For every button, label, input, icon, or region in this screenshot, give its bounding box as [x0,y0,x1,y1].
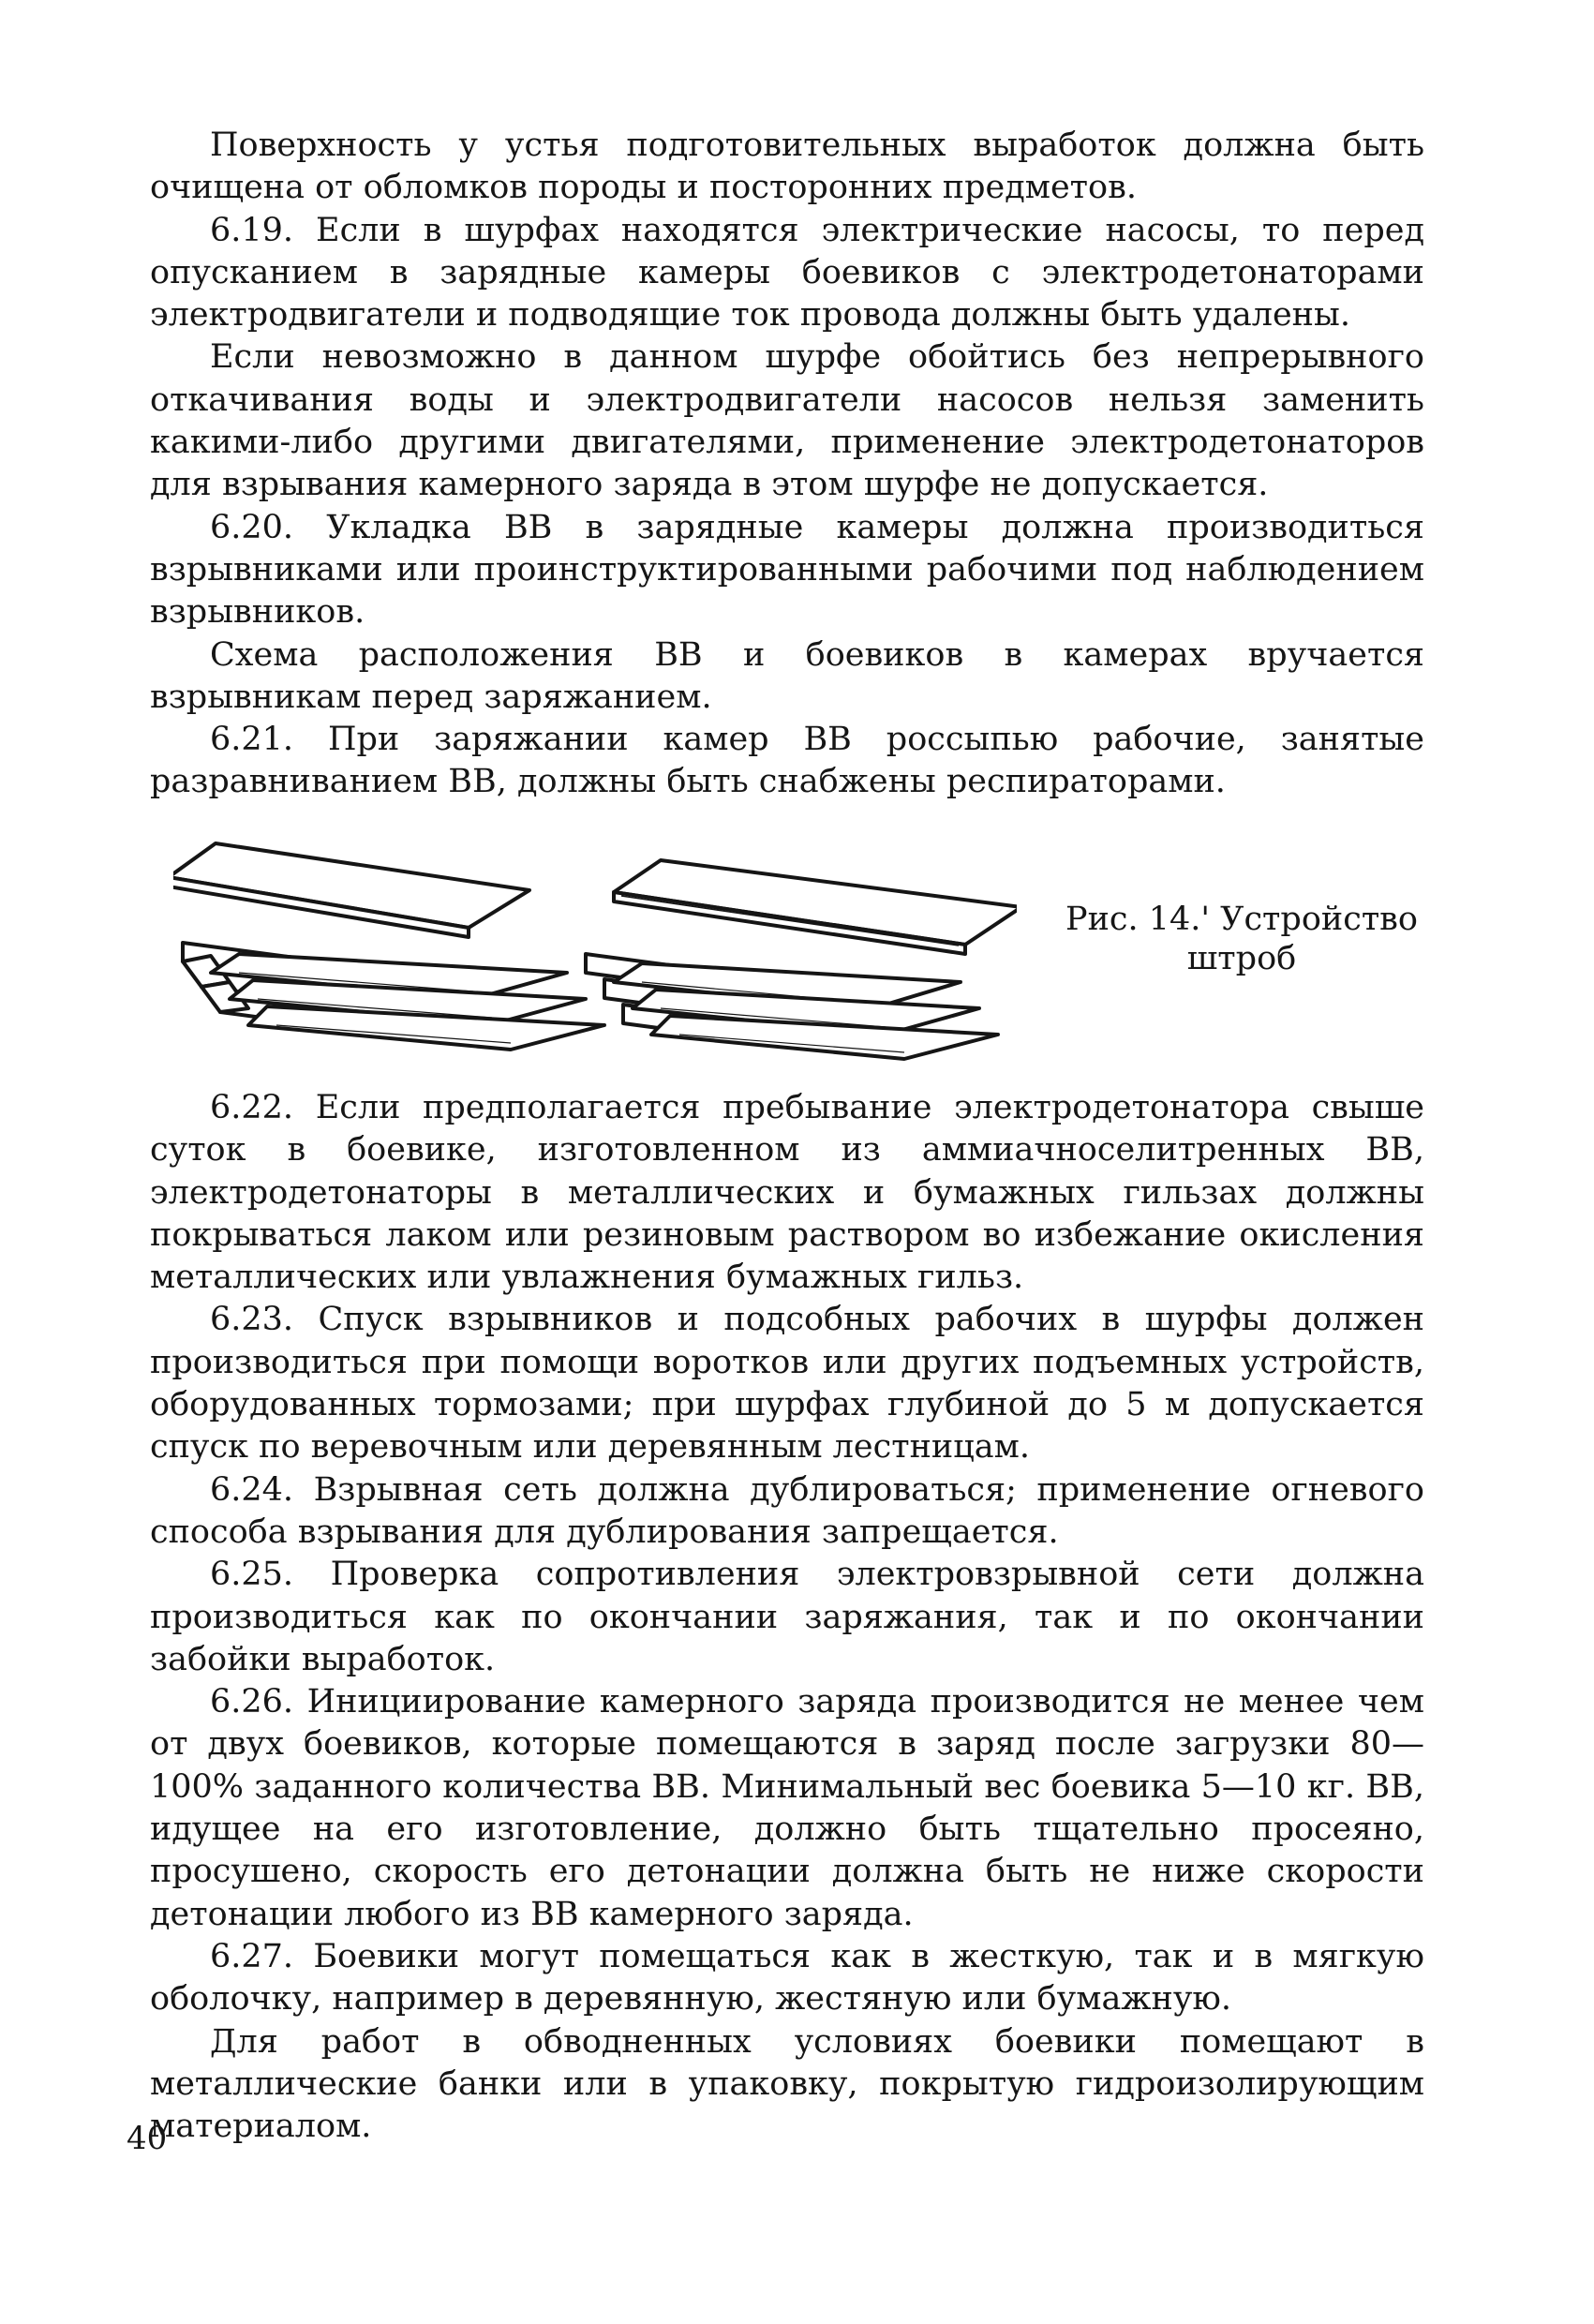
paragraph-6-20: 6.20. Укладка ВВ в зарядные камеры должна производиться взрывниками или проинструктированными рабочими под наблюдением взрывников. [150,508,1424,632]
figure-caption [1059,900,1424,978]
paragraph-6-19: 6.19. Если в шурфах находятся электрические насосы, то перед опусканием в зарядные камеры боевиков с электродетонаторами электродвигатели и подводящие ток провода должны быть удалены. [150,211,1424,335]
paragraph: Для работ в обводненных условиях боевики помещают в металлические банки или в упаковку, покрытую гидроизолирующим материалом. [150,2022,1424,2146]
paragraph-6-26: 6.26. Инициирование камерного заряда производится не менее чем от двух боевиков, которые помещаются в заряд после загрузки 80—100% заданного количества ВВ. Минимальный вес боевика 5—10 кг. ВВ, идущее на его изготовление, должно быть тщательно просеяно, просушено, скорость его детонации должна быть не ниже скорости детонации любого из ВВ камерного заряда. [150,1683,1424,1933]
paragraph-6-24: 6.24. Взрывная сеть должна дублироваться; применение огневого способа взрывания для дублирования запрещается. [150,1470,1424,1551]
paragraph-6-25: 6.25. Проверка сопротивления электровзрывной сети должна производиться как по окончании заряжания, так и по окончании забойки выработок. [150,1556,1424,1678]
caption-line-2: штроб [1186,940,1297,977]
paragraph: Схема расположения ВВ и боевиков в камерах вручается взрывникам перед заряжанием. [150,635,1424,716]
caption-line-1: Рис. 14.' Устройство [1065,901,1418,938]
figure-14-illustration [173,832,1017,1066]
text-block-top [150,125,1424,804]
paragraph-6-27: 6.27. Боевики могут помещаться как в жесткую, так и в мягкую оболочку, например в деревянную, жестяную или бумажную. [150,1937,1424,2019]
shtrob-drawing [173,832,1017,1066]
paragraph-6-21: 6.21. При заряжании камер ВВ россыпью рабочие, занятые разравниванием ВВ, должны быть снабжены респираторами. [150,721,1424,801]
paragraph-6-23: 6.23. Спуск взрывников и подсобных рабочих в шурфы должен производиться при помощи воротков или других подъемных устройств, оборудованных тормозами; при шурфах глубиной до 5 м допускается спуск по веревочным или деревянным лестницам. [150,1301,1424,1467]
paragraph: Поверхность у устья подготовительных выработок должна быть очищена от обломков породы и посторонних предметов. [150,127,1424,207]
paragraph: Если невозможно в данном шурфе обойтись без непрерывного откачивания воды и электродвигатели насосов нельзя заменить какими-либо другими двигателями, применение электродетонаторов для взрывания камерного заряда в этом шурфе не допускается. [150,338,1424,504]
text-block-bottom [150,1087,1424,2148]
page-number: 40 [127,2120,168,2157]
paragraph-6-22: 6.22. Если предполагается пребывание электродетонатора свыше суток в боевике, изготовленном из аммиачноселитренных ВВ, электродетонаторы в металлических и бумажных гильзах должны покрываться лаком или резиновым раствором во избежание окисления металлических или увлажнения бумажных гильз. [150,1089,1424,1297]
